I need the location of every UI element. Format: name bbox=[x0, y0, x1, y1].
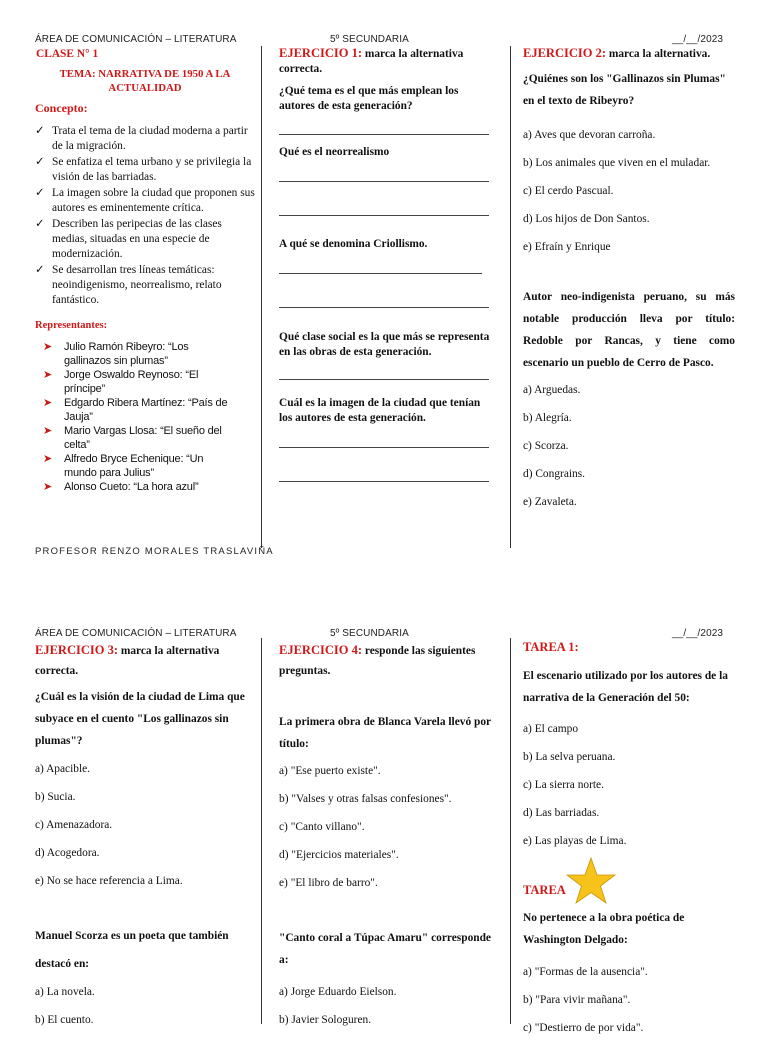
question: La primera obra de Blanca Varela llevó por título: bbox=[279, 716, 491, 750]
answer-line bbox=[279, 180, 489, 182]
question: No pertenece a la obra poética de Washington Delgado: bbox=[523, 912, 685, 946]
question: "Canto coral a Túpac Amaru" corresponde a: bbox=[279, 932, 491, 966]
option: d) Los hijos de Don Santos. bbox=[523, 213, 650, 225]
question: Manuel Scorza es un poeta que también destacó en: bbox=[35, 930, 229, 970]
ejercicio-1-title: EJERCICIO 1: marca la alternativa correcta. bbox=[279, 46, 464, 75]
options-list bbox=[523, 376, 735, 516]
question: A qué se denomina Criollismo. bbox=[279, 238, 428, 250]
option: a) "Formas de la ausencia". bbox=[523, 966, 648, 978]
option: e) Efraín y Enrique bbox=[523, 241, 611, 253]
option: b) El cuento. bbox=[35, 1014, 94, 1026]
header-grade: 5º SECUNDARIA bbox=[330, 34, 409, 45]
checkmark-icon: ✓ bbox=[35, 187, 45, 199]
option: a) Apacible. bbox=[35, 763, 91, 775]
option: e) No se hace referencia a Lima. bbox=[35, 875, 183, 887]
arrow-bullet-icon: ➤ bbox=[43, 369, 53, 381]
checkmark-icon: ✓ bbox=[35, 218, 45, 230]
clase-label: CLASE N° 1 bbox=[36, 48, 99, 60]
options-list bbox=[523, 715, 738, 855]
option: c) El cerdo Pascual. bbox=[523, 185, 614, 197]
checkmark-icon: ✓ bbox=[35, 156, 45, 168]
representantes-list bbox=[35, 341, 235, 495]
concepto-heading: Concepto: bbox=[35, 101, 88, 115]
checkmark-icon: ✓ bbox=[35, 125, 45, 137]
representantes-heading: Representantes: bbox=[35, 320, 108, 331]
question: ¿Cuál es la visión de la ciudad de Lima que subyace en el cuento "Los gallinazos sin plumas"? bbox=[35, 691, 245, 747]
ejercicio-2-title: EJERCICIO 2: marca la alternativa. bbox=[523, 46, 711, 60]
option: b) Sucia. bbox=[35, 791, 76, 803]
arrow-bullet-icon: ➤ bbox=[43, 341, 53, 353]
star-icon bbox=[566, 857, 616, 905]
option: d) Las barriadas. bbox=[523, 807, 600, 819]
option: b) La selva peruana. bbox=[523, 751, 616, 763]
option: e) Zavaleta. bbox=[523, 496, 577, 508]
option: b) Javier Sologuren. bbox=[279, 1014, 372, 1026]
question: Qué es el neorrealismo bbox=[279, 146, 390, 158]
profesor-name: PROFESOR RENZO MORALES TRASLAVIÑA bbox=[35, 546, 274, 557]
ejercicio-2 bbox=[523, 46, 735, 112]
option: a) La novela. bbox=[35, 986, 95, 998]
answer-line bbox=[279, 480, 489, 482]
divider-right-bottom bbox=[510, 638, 511, 1024]
answer-line bbox=[279, 133, 489, 135]
tarea-1-title: TAREA 1: bbox=[523, 640, 579, 654]
option: e) Las playas de Lima. bbox=[523, 835, 627, 847]
option: d) Congrains. bbox=[523, 468, 586, 480]
option: b) "Valses y otras falsas confesiones". bbox=[279, 793, 452, 805]
arrow-bullet-icon: ➤ bbox=[43, 397, 53, 409]
options-list bbox=[279, 978, 494, 1034]
option: a) El campo bbox=[523, 723, 579, 735]
option: a) "Ese puerto existe". bbox=[279, 765, 381, 777]
answer-line bbox=[279, 214, 489, 216]
option: d) "Ejercicios materiales". bbox=[279, 849, 399, 861]
option: c) "Canto villano". bbox=[279, 821, 365, 833]
option: b) "Para vivir mañana". bbox=[523, 994, 631, 1006]
answer-line bbox=[279, 272, 482, 274]
option: b) Alegría. bbox=[523, 412, 572, 424]
arrow-bullet-icon: ➤ bbox=[43, 453, 53, 465]
question: Qué clase social es la que más se representa en las obras de esta generación. bbox=[279, 331, 490, 358]
question: Autor neo-indigenista peruano, su más notable producción lleva por título: Redoble por Rancas, y tiene como escenario un pueblo de Cerro de Pasco. bbox=[523, 291, 735, 369]
arrow-bullet-icon: ➤ bbox=[43, 425, 53, 437]
header-date: __/__/2023 bbox=[672, 34, 724, 45]
list-item: ✓ Se desarrollan tres líneas temáticas: neoindigenismo, neorrealismo, relato fantástico. bbox=[35, 264, 222, 306]
list-item: ➤ Alfredo Bryce Echenique: “Un mundo para Julius” bbox=[43, 453, 204, 479]
question: Cuál es la imagen de la ciudad que tenían los autores de esta generación. bbox=[279, 397, 481, 424]
header-grade: 5º SECUNDARIA bbox=[330, 628, 409, 639]
ejercicio-3 bbox=[35, 640, 250, 752]
header-area: ÁREA DE COMUNICACIÓN – LITERATURA bbox=[35, 628, 237, 639]
list-item: ✓ Trata el tema de la ciudad moderna a partir de la migración. bbox=[35, 125, 248, 152]
list-item: ➤ Jorge Oswaldo Reynoso: “El príncipe” bbox=[43, 369, 199, 395]
answer-line bbox=[279, 446, 489, 448]
arrow-bullet-icon: ➤ bbox=[43, 481, 53, 493]
divider-left-top bbox=[261, 46, 262, 548]
checkmark-icon: ✓ bbox=[35, 264, 45, 276]
question: ¿Quiénes son los "Gallinazos sin Plumas" en el texto de Ribeyro? bbox=[523, 73, 726, 107]
concept-list bbox=[35, 124, 255, 308]
tema-title: TEMA: NARRATIVA DE 1950 A LA ACTUALIDAD bbox=[59, 68, 231, 94]
question: El escenario utilizado por los autores de la narrativa de la Generación del 50: bbox=[523, 670, 728, 704]
option: d) Acogedora. bbox=[35, 847, 100, 859]
option: c) Amenazadora. bbox=[35, 819, 113, 831]
options-list bbox=[279, 757, 494, 897]
list-item: ➤ Julio Ramón Ribeyro: “Los gallinazos sin plumas” bbox=[43, 341, 189, 367]
ejercicio-1 bbox=[279, 46, 491, 114]
list-item: ➤ Edgardo Ribera Martínez: “País de Jauja” bbox=[43, 397, 228, 423]
option: a) Arguedas. bbox=[523, 384, 581, 396]
list-item: ✓ Se enfatiza el tema urbano y se privilegia la visión de las barriadas. bbox=[35, 156, 252, 183]
options-list bbox=[523, 958, 738, 1042]
option: b) Los animales que viven en el muladar. bbox=[523, 157, 711, 169]
option: e) "El libro de barro". bbox=[279, 877, 378, 889]
options-list bbox=[35, 755, 250, 895]
option: a) Jorge Eduardo Eielson. bbox=[279, 986, 397, 998]
option: c) "Destierro de por vida". bbox=[523, 1022, 644, 1034]
concept-column bbox=[35, 47, 255, 496]
tarea-label: TAREA bbox=[523, 883, 566, 897]
list-item: ✓ La imagen sobre la ciudad que proponen sus autores es eminentemente crítica. bbox=[35, 187, 255, 214]
option: c) Scorza. bbox=[523, 440, 569, 452]
header-area: ÁREA DE COMUNICACIÓN – LITERATURA bbox=[35, 34, 237, 45]
option: a) Aves que devoran carroña. bbox=[523, 129, 656, 141]
divider-left-bottom bbox=[261, 638, 262, 1024]
option: c) La sierra norte. bbox=[523, 779, 604, 791]
options-list bbox=[35, 978, 250, 1034]
answer-line bbox=[279, 378, 489, 380]
ejercicio-4 bbox=[279, 640, 491, 681]
ejercicio-4-title: EJERCICIO 4: responde las siguientes preguntas. bbox=[279, 643, 476, 677]
list-item: ➤ Alonso Cueto: “La hora azul” bbox=[43, 481, 199, 493]
divider-right-top bbox=[510, 46, 511, 548]
answer-line bbox=[279, 306, 489, 308]
header-date: __/__/2023 bbox=[672, 628, 724, 639]
ejercicio-3-title: EJERCICIO 3: marca la alternativa correcta. bbox=[35, 643, 220, 677]
options-list bbox=[523, 121, 735, 261]
question: ¿Qué tema es el que más emplean los autores de esta generación? bbox=[279, 85, 459, 112]
list-item: ➤ Mario Vargas Llosa: “El sueño del celta” bbox=[43, 425, 222, 451]
list-item: ✓ Describen las peripecias de las clases medias, situadas en una especie de modernización. bbox=[35, 218, 222, 260]
